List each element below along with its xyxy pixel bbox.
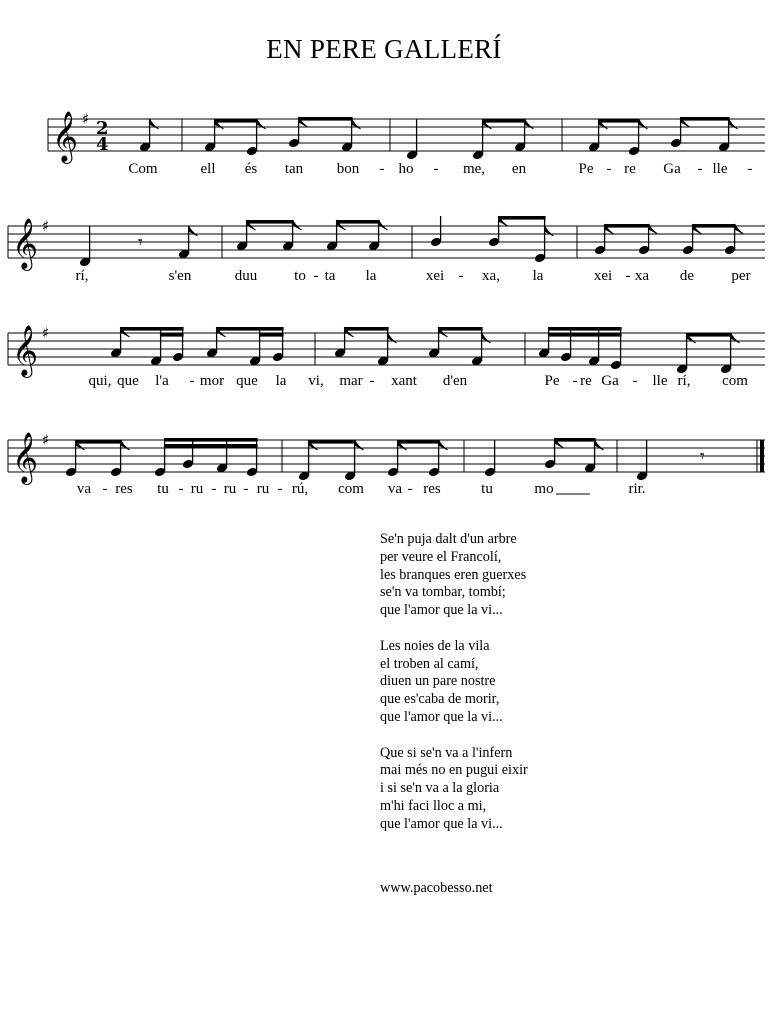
beam <box>165 444 258 448</box>
beam <box>499 216 546 220</box>
lyric-syllable: - <box>369 373 375 389</box>
lyric-syllable: va <box>387 481 403 497</box>
verse-line: Que si se'n va a l'infern <box>380 744 513 761</box>
staff-system <box>8 324 765 389</box>
lyric-syllable: Pe <box>578 161 594 177</box>
lyric-syllable: rir. <box>628 481 646 497</box>
lyric-syllable: va <box>76 481 92 497</box>
beam <box>337 220 380 224</box>
lyric-syllable: l'a <box>155 373 169 389</box>
lyric-syllable: - <box>102 481 108 497</box>
beam <box>398 440 440 444</box>
eighth-rest-icon: 𝄾 <box>700 446 705 467</box>
lyric-syllable: rí, <box>75 268 89 284</box>
lyric-syllable: ru <box>190 481 204 497</box>
lyric-syllable: - <box>189 373 195 389</box>
lyric-syllable: ell <box>200 161 216 177</box>
verse-line: se'n va tombar, tombí; <box>380 584 506 601</box>
treble-clef-icon: 𝄞 <box>52 111 79 162</box>
lyric-syllable: que <box>236 373 258 389</box>
lyric-syllable: - <box>632 373 638 389</box>
lyric-syllable: Com <box>128 161 158 177</box>
lyric-syllable: tan <box>284 161 304 177</box>
lyric-syllable: mo <box>534 481 554 497</box>
lyric-syllable: és <box>244 161 258 177</box>
beam <box>260 333 284 337</box>
lyric-syllable: vi, <box>308 373 324 389</box>
lyric-syllable: res <box>423 481 441 497</box>
lyric-syllable: la <box>365 268 377 284</box>
verse-line: que es'caba de morir, <box>380 691 500 708</box>
lyric-syllable: com <box>338 481 364 497</box>
lyric-syllable: - <box>458 268 464 284</box>
website-url: www.pacobesso.net <box>380 880 493 896</box>
beam <box>247 220 294 224</box>
lyric-syllable: lle <box>652 373 668 389</box>
verse-line: diuen un pare nostre <box>380 673 496 690</box>
beam <box>161 333 184 337</box>
note-flag <box>293 220 302 230</box>
lyric-syllable: - <box>277 481 283 497</box>
lyric-syllable: - <box>747 161 753 177</box>
lyric-syllable: me, <box>462 161 486 177</box>
verse-line: que l'amor que la vi... <box>380 708 503 725</box>
beam <box>76 440 122 444</box>
lyric-syllable: la <box>275 373 287 389</box>
beam <box>121 327 184 331</box>
beam <box>165 438 258 442</box>
treble-clef-icon: 𝄞 <box>12 218 39 269</box>
lyric-syllable: rí, <box>677 373 691 389</box>
lyric-syllable: com <box>722 373 748 389</box>
time-signature-top: 2 <box>96 118 109 139</box>
lyric-syllable: per <box>731 268 751 284</box>
lyric-syllable: xei <box>593 268 613 284</box>
lyric-syllable: xant <box>391 373 417 389</box>
verse-line: Les noies de la vila <box>380 637 490 654</box>
lyric-syllable: Ga <box>663 161 681 177</box>
lyric-syllable: mar <box>339 373 363 389</box>
lyric-syllable: ta <box>324 268 336 284</box>
lyric-syllable: - <box>313 268 319 284</box>
staff-system <box>48 110 765 177</box>
eighth-rest-icon: 𝄾 <box>138 232 143 253</box>
lyric-syllable: que <box>117 373 139 389</box>
lyric-syllable: - <box>178 481 184 497</box>
beam <box>483 119 526 123</box>
lyric-syllable: la <box>532 268 544 284</box>
beam <box>599 119 640 123</box>
lyric-syllable: rú, <box>291 481 309 497</box>
verse-line: les branques eren guerxes <box>380 566 527 583</box>
lyric-syllable: - <box>572 373 578 389</box>
verse-line: el troben al camí, <box>380 655 479 672</box>
lyric-syllable: Pe <box>544 373 560 389</box>
lyric-syllable: bon <box>336 161 360 177</box>
time-signature-bottom: 4 <box>96 134 109 155</box>
lyric-syllable: de <box>679 268 695 284</box>
beam <box>217 327 284 331</box>
lyric-syllable: ru <box>223 481 237 497</box>
lyric-syllable: xa <box>634 268 650 284</box>
lyric-syllable: - <box>407 481 413 497</box>
staff-system <box>8 431 765 497</box>
lyric-syllable: - <box>625 268 631 284</box>
lyric-syllable: - <box>606 161 612 177</box>
beam <box>215 119 258 123</box>
lyric-syllable: - <box>433 161 439 177</box>
lyric-syllable: to <box>294 268 306 284</box>
verse-line: mai més no en pugui eixir <box>380 762 528 779</box>
beam <box>687 333 732 337</box>
lyric-syllable: d'en <box>442 373 468 389</box>
lyric-syllable: - <box>211 481 217 497</box>
beam <box>681 117 730 121</box>
lyric-syllable: re <box>624 161 636 177</box>
beam <box>555 438 596 442</box>
sharp-icon: ♯ <box>42 217 50 235</box>
lyric-syllable: res <box>115 481 133 497</box>
beam <box>605 224 650 228</box>
beam <box>345 327 389 331</box>
verse-line: per veure el Francolí, <box>380 548 502 565</box>
staff-system <box>8 216 765 284</box>
verse-stanza <box>380 745 528 834</box>
lyric-syllable: tu <box>481 481 493 497</box>
treble-clef-icon: 𝄞 <box>12 432 39 483</box>
sharp-icon: ♯ <box>42 431 50 449</box>
verse-line: i si se'n va a la gloria <box>380 780 500 797</box>
verse-line: Se'n puja dalt d'un arbre <box>380 531 517 547</box>
beam <box>549 327 622 331</box>
verse-stanza <box>380 638 528 727</box>
verse-line: m'hi faci lloc a mi, <box>380 797 487 814</box>
lyric-syllable: s'en <box>168 268 192 284</box>
lyric-syllable: lle <box>712 161 728 177</box>
lyric-syllable: - <box>697 161 703 177</box>
verse-line: que l'amor que la vi... <box>380 602 503 619</box>
beam <box>439 327 483 331</box>
song-title: EN PERE GALLERÍ <box>266 34 502 64</box>
verses-block <box>380 531 528 851</box>
lyric-syllable: Ga <box>601 373 619 389</box>
lyric-syllable: re <box>580 373 592 389</box>
note-flag <box>379 220 388 230</box>
verse-line: que l'amor que la vi... <box>380 815 503 832</box>
beam <box>549 333 622 337</box>
verse-stanza <box>380 531 528 620</box>
lyric-syllable: mor <box>199 373 225 389</box>
beam <box>299 117 353 121</box>
lyric-syllable: duu <box>234 268 258 284</box>
lyric-syllable: tu <box>157 481 169 497</box>
lyric-syllable: ho <box>398 161 414 177</box>
lyric-syllable: - <box>379 161 385 177</box>
lyric-syllable: en <box>511 161 527 177</box>
sharp-icon: ♯ <box>42 324 50 342</box>
sharp-icon: ♯ <box>82 110 90 128</box>
lyric-syllable: xei <box>425 268 445 284</box>
lyric-syllable: qui, <box>88 373 112 389</box>
beam <box>309 440 356 444</box>
lyric-syllable: xa, <box>482 268 500 284</box>
beam <box>693 224 736 228</box>
lyric-syllable: - <box>243 481 249 497</box>
final-barline <box>760 440 764 472</box>
treble-clef-icon: 𝄞 <box>12 325 39 376</box>
lyric-syllable: ru <box>256 481 270 497</box>
